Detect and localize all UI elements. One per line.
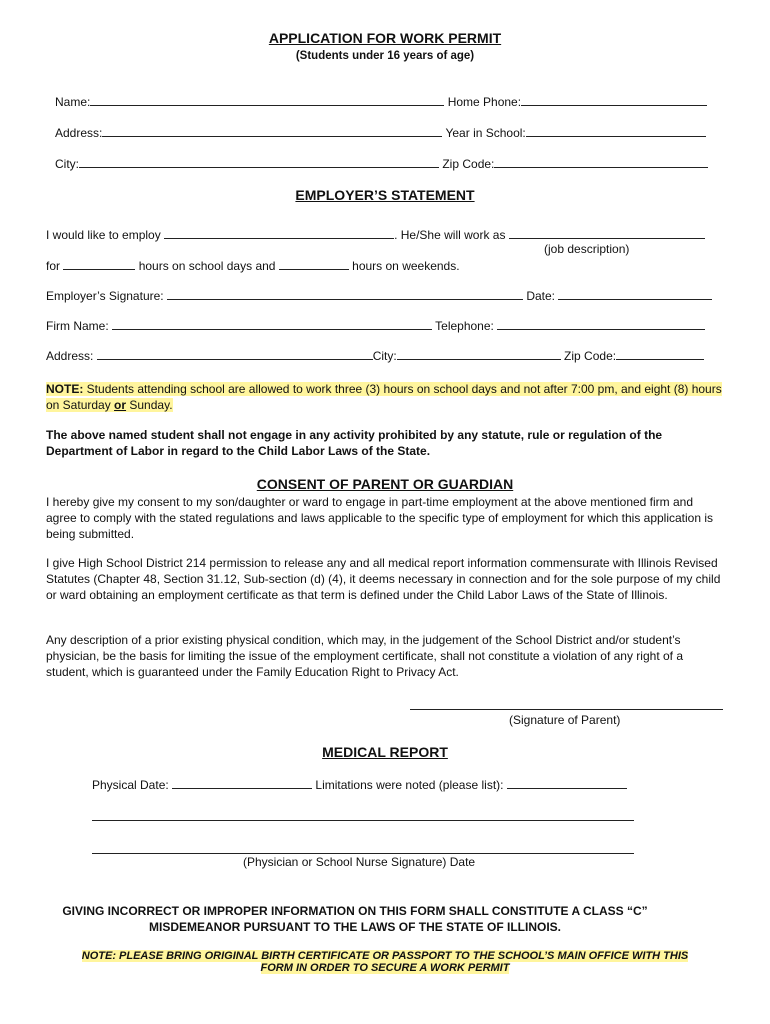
employ-row (46, 227, 705, 242)
note-end: Sunday. (126, 398, 173, 412)
employer-address-row (46, 348, 704, 363)
note-or: or (114, 398, 127, 412)
form-subtitle: (Students under 16 years of age) (295, 50, 475, 62)
name-label: Name: (55, 95, 91, 109)
zip-code-label: Zip Code: (442, 157, 495, 171)
telephone-label: Telephone: (435, 319, 494, 333)
statute-text: The above named student shall not engage in any activity prohibited by any statute, rule or regulation of the Department of Labor in regard to the Child Labor Laws of the State. (46, 428, 663, 458)
consent-heading: CONSENT OF PARENT OR GUARDIAN (256, 476, 514, 492)
physician-signature-field[interactable] (92, 842, 634, 854)
medical-heading: MEDICAL REPORT (322, 744, 448, 760)
year-in-school-label: Year in School: (445, 126, 526, 140)
student-name-field[interactable] (164, 227, 394, 239)
consent-paragraph-1: I hereby give my consent to my son/daughter or ward to engage in part-time employment at the above mentioned firm and agree to comply with the stated regulations and laws applicable to the specific type of employment for which this application is being submitted. (46, 495, 714, 541)
employer-address-label: Address: (46, 349, 94, 363)
parent-signature-caption: (Signature of Parent) (509, 713, 621, 727)
address-label: Address: (55, 126, 103, 140)
hours-row (46, 258, 460, 273)
employer-signature-label: Employer’s Signature: (46, 289, 164, 303)
employer-city-field[interactable] (397, 348, 561, 360)
city-row (55, 156, 708, 171)
warning-line-2: MISDEMEANOR PURSUANT TO THE LAWS OF THE STATE OF ILLINOIS. (148, 920, 561, 934)
address-row (55, 125, 706, 140)
home-phone-label: Home Phone: (447, 95, 522, 109)
form-title: APPLICATION FOR WORK PERMIT (268, 30, 502, 46)
limitations-line-2[interactable] (92, 809, 634, 821)
home-phone-field[interactable] (521, 94, 707, 106)
warning-line-1: GIVING INCORRECT OR IMPROPER INFORMATION ON THIS FORM SHALL CONSTITUTE A CLASS “C” (62, 904, 648, 918)
limitations-field[interactable] (507, 777, 627, 789)
telephone-field[interactable] (497, 318, 705, 330)
physical-date-label: Physical Date: (92, 778, 169, 792)
work-hours-note (46, 381, 724, 413)
date-field[interactable] (558, 288, 712, 300)
year-in-school-field[interactable] (526, 125, 706, 137)
employer-zip-label: Zip Code: (564, 349, 617, 363)
employer-zip-field[interactable] (616, 348, 704, 360)
employer-address-field[interactable] (97, 348, 373, 360)
final-note-line-2: FORM IN ORDER TO SECURE A WORK PERMIT (260, 962, 510, 974)
school-day-hours-field[interactable] (63, 258, 135, 270)
firm-name-label: Firm Name: (46, 319, 109, 333)
name-row (55, 94, 707, 109)
work-as-text: . He/She will work as (394, 228, 506, 242)
final-note (0, 950, 770, 974)
city-field[interactable] (79, 156, 439, 168)
consent-paragraph-3: Any description of a prior existing physical condition, which may, in the judgement of the School District and/or student’s physician, be the basis for limiting the issue of the employment certificate, shall not constitute a violation of any right of a student, which is guaranteed under the Family Education Right to Privacy Act. (46, 633, 684, 679)
employer-signature-field[interactable] (167, 288, 523, 300)
firm-row (46, 318, 705, 333)
consent-paragraph-2: I give High School District 214 permission to release any and all medical report information commensurate with Illinois Revised Statutes (Chapter 48, Section 31.12, Sub-section (d) (4), it deems necessary in connection and for the sole purpose of my child or ward obtaining an employment certificate as that term is defined under the Child Labor Laws of the State of Illinois. (46, 556, 721, 602)
for-text: for (46, 259, 61, 273)
physical-date-field[interactable] (172, 777, 312, 789)
employer-signature-row (46, 288, 712, 303)
address-field[interactable] (102, 125, 442, 137)
employ-text: I would like to employ (46, 228, 161, 242)
name-field[interactable] (90, 94, 444, 106)
weekend-hours-field[interactable] (279, 258, 349, 270)
employer-city-label: City: (372, 349, 397, 363)
job-description-caption: (job description) (544, 242, 630, 256)
school-days-text: hours on school days and (138, 259, 276, 273)
final-note-line-1: NOTE: PLEASE BRING ORIGINAL BIRTH CERTIFICATE OR PASSPORT TO THE SCHOOL’S MAIN OFFICE WITH THIS (81, 950, 689, 962)
limitations-label: Limitations were noted (please list): (315, 778, 504, 792)
note-label: NOTE: (46, 382, 84, 396)
employer-heading: EMPLOYER’S STATEMENT (295, 187, 475, 203)
note-text: Students attending school are allowed to work three (3) hours on school days and not after 7:00 pm, and eight (8) hours on Saturday (46, 382, 722, 412)
physical-date-row (92, 777, 627, 792)
firm-name-field[interactable] (112, 318, 432, 330)
weekends-text: hours on weekends. (352, 259, 460, 273)
job-description-field[interactable] (509, 227, 705, 239)
city-label: City: (55, 157, 79, 171)
physician-signature-caption: (Physician or School Nurse Signature) Date (243, 855, 476, 869)
date-label: Date: (526, 289, 555, 303)
zip-code-field[interactable] (494, 156, 708, 168)
parent-signature-field[interactable] (410, 699, 723, 710)
